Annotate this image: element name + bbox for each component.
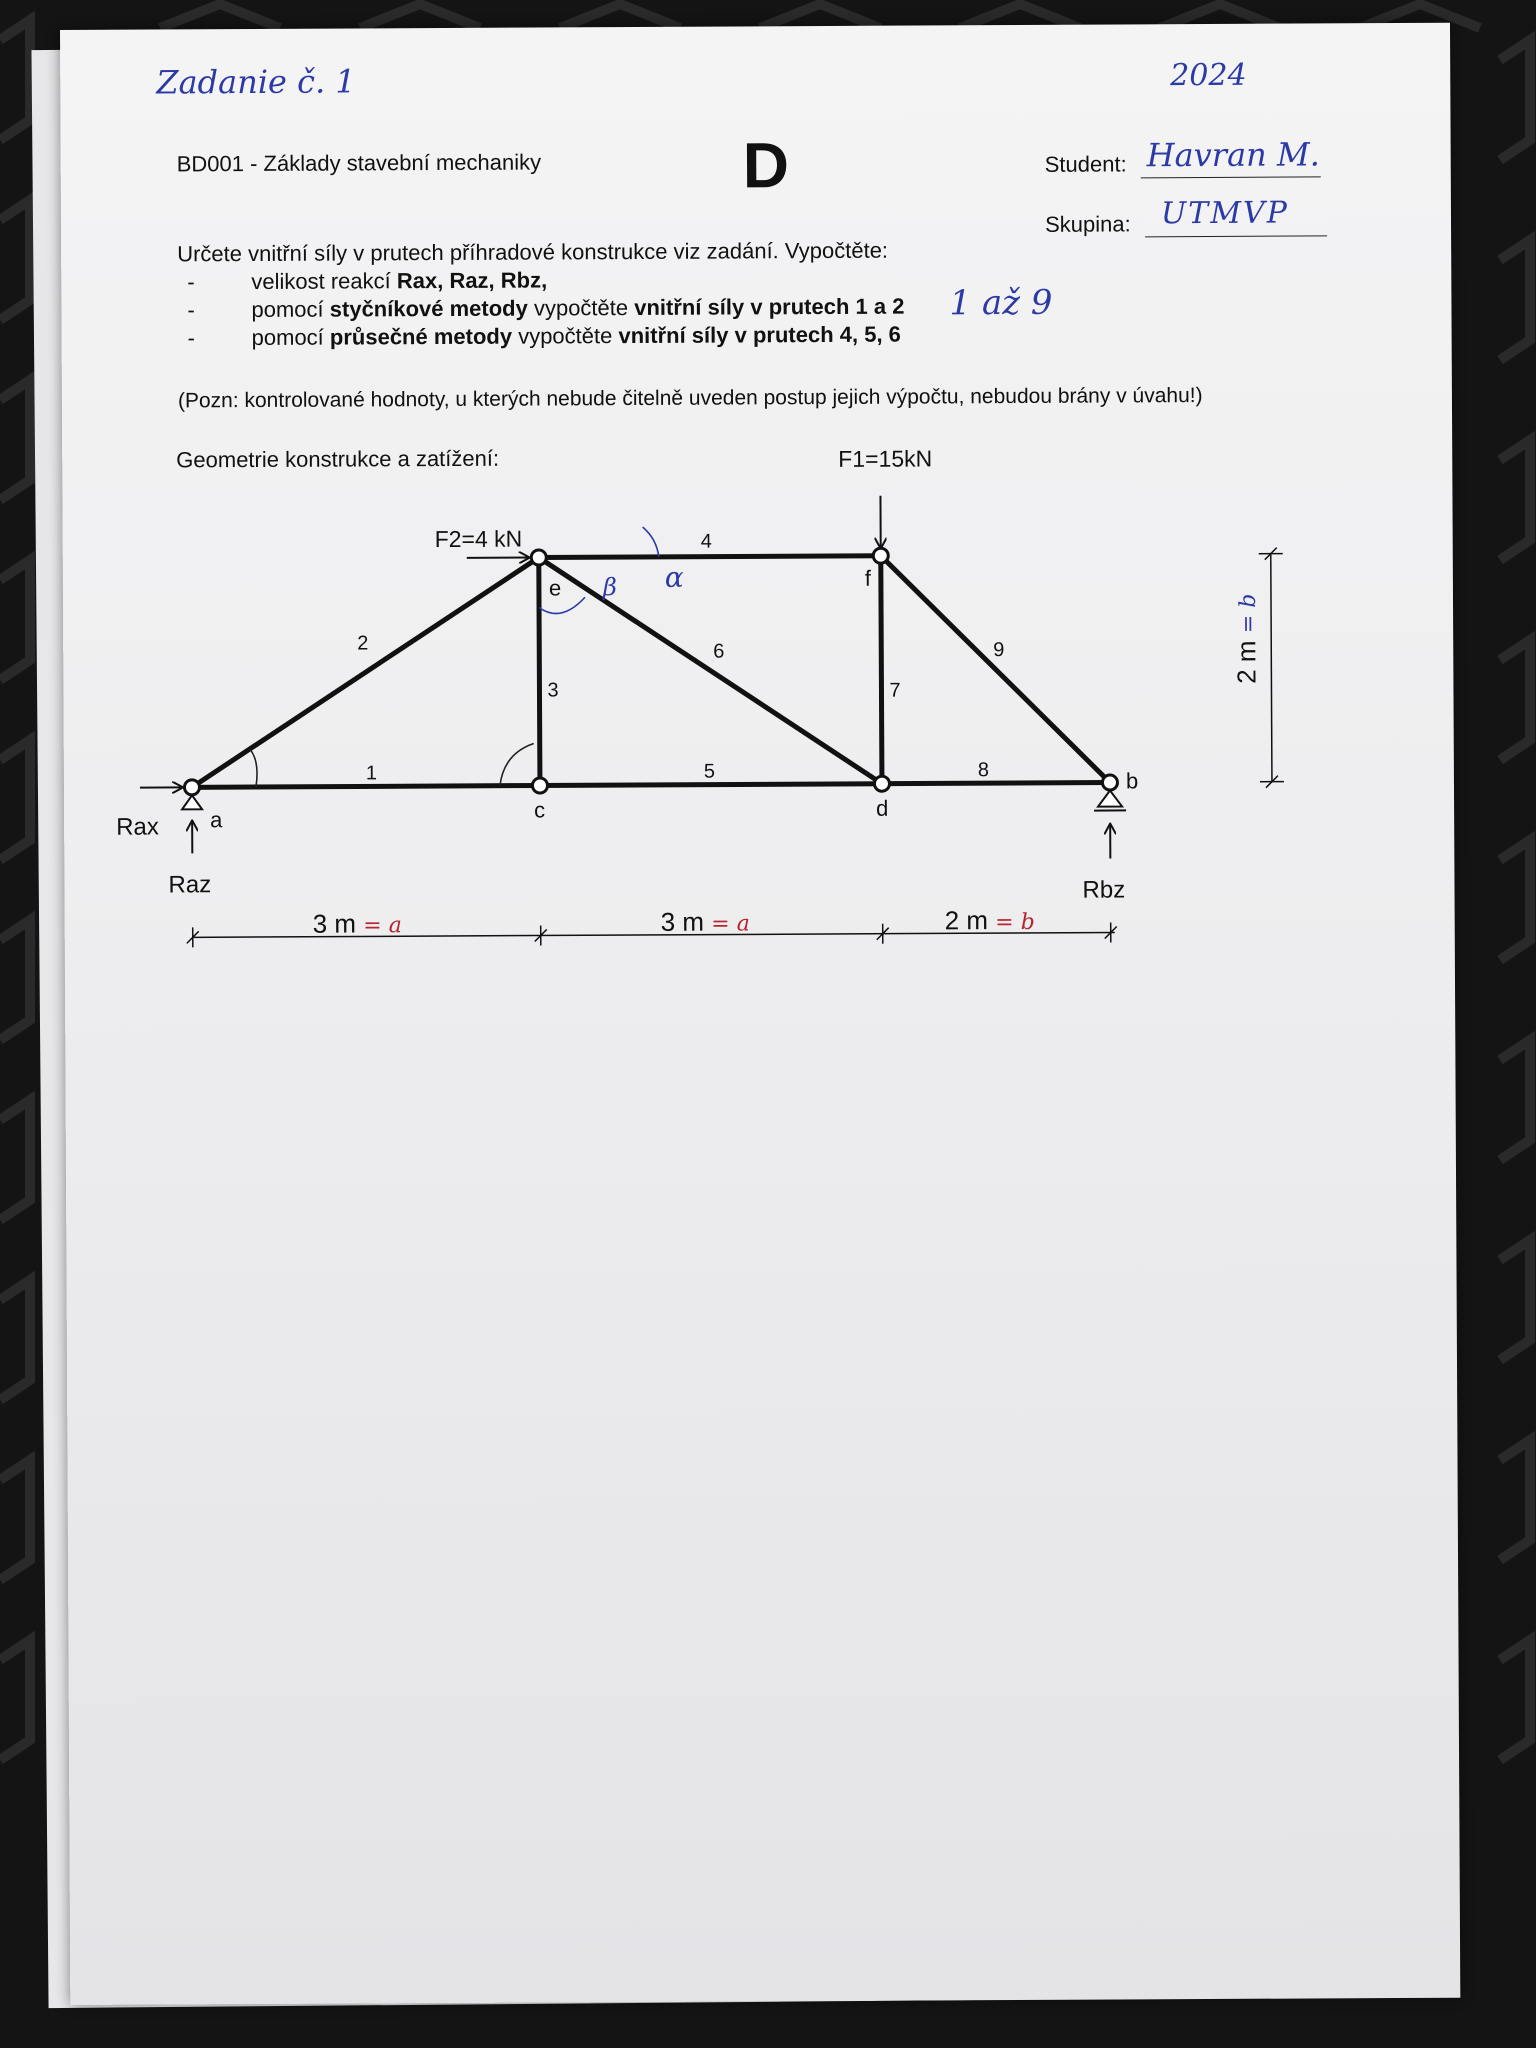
variant-letter: D	[742, 129, 790, 202]
bullet: -	[187, 297, 195, 323]
angle-arc-alpha	[643, 527, 659, 557]
task-intro: Určete vnitřní síly v prutech příhradové konstrukce viz zadání. Vypočtěte:	[177, 237, 889, 267]
member-2	[191, 558, 540, 788]
dimension-height	[1231, 594, 1262, 684]
angle-arc-c	[500, 744, 534, 786]
node-label-d: d	[876, 795, 889, 821]
assignment-sheet	[60, 23, 1460, 2005]
handwritten-title-note: Zadanie č. 1	[156, 62, 356, 102]
member-5	[540, 784, 882, 786]
course-title: BD001 - Základy stavební mechaniky	[176, 149, 542, 177]
member-label-7: 7	[889, 679, 901, 702]
task-item-3-text-c: vypočtěte	[511, 323, 619, 349]
geometry-label: Geometrie konstrukce a zatížení:	[176, 445, 500, 473]
node-label-a: a	[210, 807, 223, 833]
dimension-span-2	[661, 906, 750, 937]
task-item-1-bold: Rax, Raz, Rbz,	[396, 267, 548, 294]
load-f2-label: F2=4 kN	[434, 525, 523, 553]
task-item-2-text-c: vypočtěte	[527, 294, 635, 321]
member-label-5: 5	[703, 760, 716, 783]
member-label-3: 3	[547, 679, 559, 702]
dimension-line-vertical	[1271, 554, 1272, 782]
member-1	[192, 785, 540, 787]
dimension-span-1-value: 3 m	[312, 908, 357, 939]
bullet: -	[187, 325, 196, 351]
truss-diagram	[60, 23, 1455, 1030]
group-name-handwritten: UTMVP	[1160, 195, 1289, 232]
joint-f	[873, 548, 888, 563]
task-item-2-method: styčníkové metody	[329, 295, 528, 322]
member-label-1: 1	[365, 762, 378, 785]
joint-c	[532, 778, 547, 793]
dimension-height-value: 2 m	[1231, 640, 1262, 684]
node-label-f: f	[864, 565, 872, 591]
joint-a	[184, 780, 199, 795]
node-label-e: e	[548, 575, 562, 601]
reaction-rbz-label: Rbz	[1082, 876, 1126, 904]
task-note: (Pozn: kontrolované hodnoty, u kterých nebude čitelně uveden postup jejich výpočtu, nebudou brány v úvahu!)	[177, 384, 1203, 413]
dimension-span-1	[313, 908, 402, 939]
node-label-b: b	[1125, 768, 1139, 794]
member-label-8: 8	[977, 759, 990, 782]
joint-b	[1102, 775, 1117, 790]
member-4	[539, 556, 881, 558]
reaction-raz-label: Raz	[168, 871, 212, 899]
dimension-span-1-note: = a	[363, 913, 402, 939]
load-f1-label: F1=15kN	[838, 445, 933, 472]
student-name-handwritten: Havran M.	[1146, 135, 1320, 175]
member-6	[539, 556, 882, 786]
member-label-2: 2	[357, 632, 369, 655]
angle-arc-a	[250, 749, 257, 787]
support-b	[1098, 790, 1122, 806]
member-8	[882, 783, 1110, 784]
task-item-3-method: průsečné metody	[329, 323, 513, 350]
dimension-height-note: = b	[1235, 593, 1262, 634]
support-a	[182, 795, 202, 809]
handwritten-range-note: 1 až 9	[949, 282, 1053, 324]
joint-d	[874, 776, 889, 791]
group-label: Skupina:	[1044, 211, 1131, 237]
member-label-4: 4	[700, 530, 712, 553]
task-item-2-members: vnitřní síly v prutech 1 a 2	[634, 293, 905, 320]
member-label-6: 6	[713, 640, 725, 663]
angle-arc-beta	[539, 597, 585, 613]
dimension-span-2-note: = a	[711, 911, 750, 937]
member-7	[881, 556, 882, 784]
bullet: -	[187, 269, 195, 295]
task-item-2-text-a: pomocí	[251, 296, 330, 323]
reaction-rax-label: Rax	[116, 813, 159, 841]
member-3	[539, 558, 540, 786]
node-label-c: c	[534, 797, 546, 823]
angle-beta-label: β	[602, 573, 617, 602]
member-label-9: 9	[993, 639, 1005, 662]
joint-e	[531, 550, 546, 565]
task-item-3-members: vnitřní síly v prutech 4, 5, 6	[618, 321, 901, 349]
dimension-span-3	[945, 905, 1035, 936]
task-item-3-text-a: pomocí	[251, 324, 330, 351]
dimension-span-3-note: = b	[995, 909, 1035, 936]
dimension-span-3-value: 2 m	[944, 905, 989, 936]
task-item-1-text: velikost reakcí	[251, 268, 397, 295]
student-label: Student:	[1044, 151, 1127, 177]
dimension-span-2-value: 3 m	[660, 906, 705, 937]
handwritten-year: 2024	[1170, 57, 1247, 94]
member-9	[881, 555, 1110, 784]
angle-alpha-label: α	[664, 560, 684, 594]
